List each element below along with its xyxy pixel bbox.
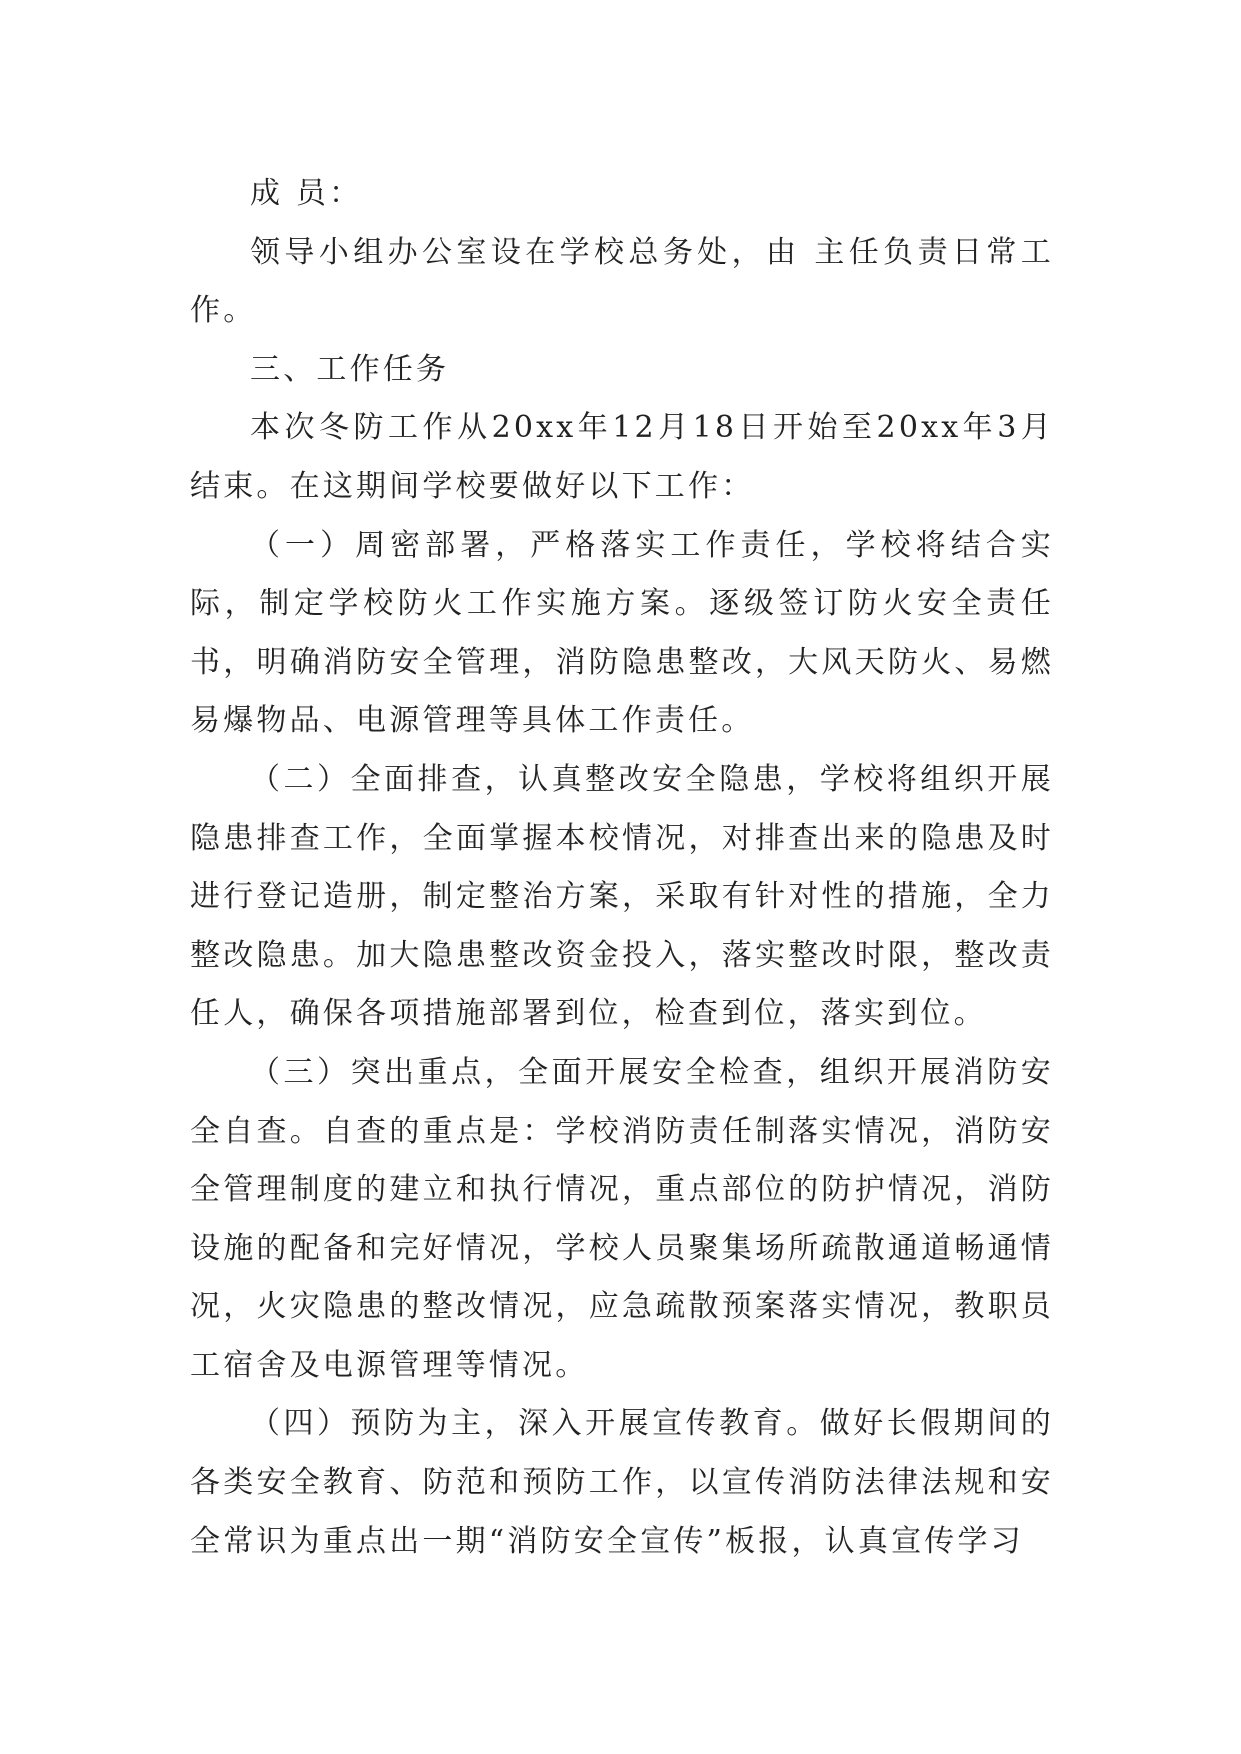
paragraph-task-2: （二）全面排查，认真整改安全隐患，学校将组织开展隐患排查工作，全面掌握本校情况，对排查出来的隐患及时进行登记造册，制定整治方案，采取有针对性的措施，全力整改隐患。加大隐患整改资金投入，落实整改时限，整改责任人，确保各项措施部署到位，检查到位，落实到位。 bbox=[190, 761, 1054, 1032]
section-heading-tasks: 三、工作任务 bbox=[250, 351, 450, 387]
document-body bbox=[190, 165, 1054, 1571]
paragraph-period: 本次冬防工作从20xx年12月18日开始至20xx年3月结束。在这期间学校要做好以下工作： bbox=[190, 410, 1054, 504]
paragraph-task-1: （一）周密部署，严格落实工作责任，学校将结合实际，制定学校防火工作实施方案。逐级签订防火安全责任书，明确消防安全管理，消防隐患整改，大风天防火、易燃易爆物品、电源管理等具体工作责任。 bbox=[190, 527, 1054, 739]
paragraph-office: 领导小组办公室设在学校总务处，由 主任负责日常工作。 bbox=[190, 234, 1054, 329]
paragraph-task-3: （三）突出重点，全面开展安全检查，组织开展消防安全自查。自查的重点是：学校消防责任制落实情况，消防安全管理制度的建立和执行情况，重点部位的防护情况，消防设施的配备和完好情况，学校人员聚集场所疏散通道畅通情况，火灾隐患的整改情况，应急疏散预案落实情况，教职员工宿舍及电源管理等情况。 bbox=[190, 1054, 1054, 1383]
paragraph-task-4: （四）预防为主，深入开展宣传教育。做好长假期间的各类安全教育、防范和预防工作，以宣传消防法律法规和安全常识为重点出一期“消防安全宣传”板报，认真宣传学习 bbox=[190, 1406, 1054, 1559]
paragraph-members: 成 员： bbox=[250, 176, 363, 211]
